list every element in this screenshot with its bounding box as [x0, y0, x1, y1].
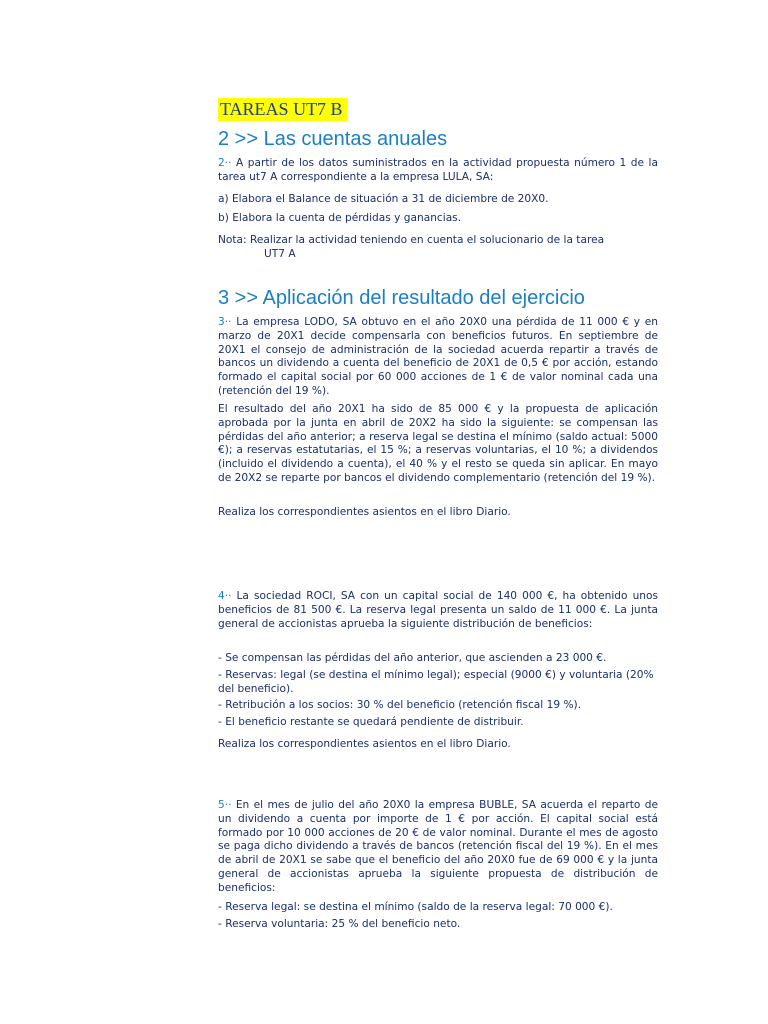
task-5-bullet-list — [218, 901, 658, 932]
task-3-text: La empresa LODO, SA obtuvo en el año 20X0 una pérdida de 11 000 € y en marzo de 20X1 decide compensarla con beneficios futuros. En septiembre de 20X1 el consejo de administración de la sociedad acuerda repartir a través de bancos un dividendo a cuenta del beneficio de 20X1 de 0,5 € por acción, estando formado el capital social por 60 000 acciones de 1 € de valor nominal cada una (retención del 19 %). — [218, 316, 659, 397]
task-2-item-a: a) Elabora el Balance de situación a 31 de diciembre de 20X0. — [218, 193, 549, 205]
task-2-paragraph — [218, 157, 658, 185]
task-4-text: La sociedad ROCI, SA con un capital social de 140 000 €, ha obtenido unos beneficios de 81 500 €. La reserva legal presenta un saldo de 11 000 €. La junta general de accionistas aprueba la siguiente distribución de beneficios: — [218, 590, 658, 630]
list-item: - Reservas: legal (se destina el mínimo legal); especial (9000 €) y voluntaria (20% del beneficio). — [218, 668, 654, 695]
task-5-number: 5·· — [218, 799, 236, 811]
task-2-note-line-1: Nota: Realizar la actividad teniendo en cuenta el solucionario de la tarea — [218, 234, 605, 246]
task-4-paragraph — [218, 590, 658, 631]
task-2-note — [218, 234, 658, 262]
task-5-text: En el mes de julio del año 20X0 la empresa BUBLE, SA acuerda el reparto de un dividendo a cuenta por importe de 1 € por acción. El capital social está formado por 10 000 acciones de 20 € de valor nominal. Durante el mes de agosto se paga dicho dividendo a través de bancos (retención fiscal del 19 %). En el mes de abril de 20X1 se sabe que el beneficio del año 20X0 fue de 69 000 € y la junta general de accionistas aprueba la siguiente propuesta de distribución de beneficios: — [218, 799, 658, 894]
task-2-note-line-2: UT7 A — [264, 247, 296, 260]
list-item: - Reserva voluntaria: 25 % del beneficio neto. — [218, 917, 461, 930]
list-item: - Retribución a los socios: 30 % del beneficio (retención fiscal 19 %). — [218, 699, 582, 712]
task-2-item-b: b) Elabora la cuenta de pérdidas y ganancias. — [218, 212, 462, 224]
task-4-instruction: Realiza los correspondientes asientos en el libro Diario. — [218, 738, 511, 750]
task-4-number: 4·· — [218, 590, 237, 602]
section-2-heading: 2 >> Las cuentas anuales — [218, 128, 448, 150]
list-item: - El beneficio restante se quedará pendiente de distribuir. — [218, 716, 524, 729]
task-3-paragraph — [218, 316, 658, 399]
section-3-heading: 3 >> Aplicación del resultado del ejercicio — [218, 287, 585, 309]
page-title: TAREAS UT7 B — [218, 98, 347, 121]
list-item: - Reserva legal: se destina el mínimo (saldo de la reserva legal: 70 000 €). — [218, 901, 613, 913]
task-2-text: A partir de los datos suministrados en la actividad propuesta número 1 de la tarea ut7 A correspondiente a la empresa LULA, SA: — [218, 157, 658, 183]
task-3-instruction: Realiza los correspondientes asientos en el libro Diario. — [218, 506, 511, 518]
list-item: - Se compensan las pérdidas del año anterior, que ascienden a 23 000 €. — [218, 652, 607, 664]
task-4-bullet-list — [218, 652, 658, 730]
task-5-paragraph — [218, 799, 658, 896]
task-3-number: 3·· — [218, 316, 237, 328]
task-2-number: 2·· — [218, 157, 236, 169]
task-3-result-paragraph: El resultado del año 20X1 ha sido de 85 000 € y la propuesta de aplicación aprobada por la junta en abril de 20X2 ha sido la siguiente: se compensan las pérdidas del año anterior; a reserva legal se destina el mínimo (saldo actual: 5000 €); a reservas estatutarias, el 15 %; a reservas voluntarias, el 10 %; a dividendos (incluido el dividendo a cuenta), el 40 % y el resto se queda sin aplicar. En mayo de 20X2 se reparte por bancos el dividendo complementario (retención del 19 %). — [218, 403, 658, 484]
